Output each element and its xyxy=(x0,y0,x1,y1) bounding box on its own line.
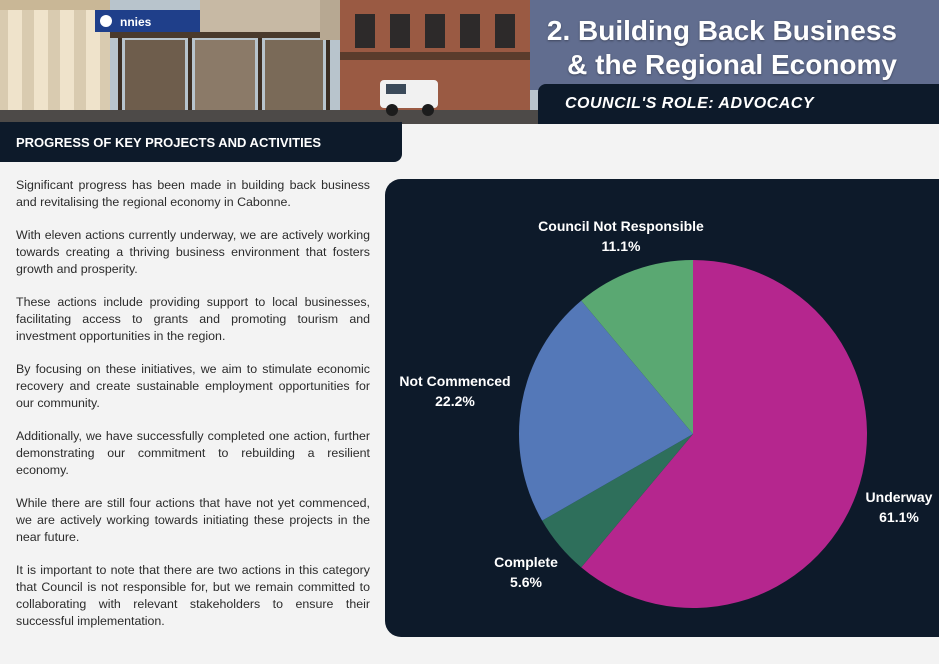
paragraph: While there are still four actions that have not yet commenced, we are actively working towards initiating these projects in the near future. xyxy=(16,496,370,544)
pie-chart-panel xyxy=(385,179,939,637)
section-title: PROGRESS OF KEY PROJECTS AND ACTIVITIES xyxy=(16,134,322,150)
pie-category-label: Council Not Responsible xyxy=(538,218,704,234)
pie-value-label: 11.1% xyxy=(601,238,641,254)
pie-category-label: Not Commenced xyxy=(399,373,511,389)
body-text xyxy=(16,177,370,646)
pie-chart xyxy=(385,179,939,637)
paragraph: These actions include providing support to local businesses, facilitating access to grants and promoting tourism and investment opportunities in the region. xyxy=(16,295,370,343)
section-header-bar xyxy=(0,122,402,162)
council-role-label: COUNCIL'S ROLE: ADVOCACY xyxy=(565,95,814,112)
paragraph: Additionally, we have successfully completed one action, further demonstrating our commitment to rebuilding a resilient economy. xyxy=(16,429,370,477)
storefront-sign-text: nnies xyxy=(120,15,152,29)
page-title-line-2: & the Regional Economy xyxy=(567,49,897,80)
page-title-line-1: 2. Building Back Business xyxy=(546,15,897,46)
pie-value-label: 22.2% xyxy=(435,393,475,409)
council-role-bar xyxy=(538,84,939,124)
paragraph: With eleven actions currently underway, we are actively working towards creating a thriving business environment that fosters growth and prosperity. xyxy=(16,228,370,276)
pie-value-label: 5.6% xyxy=(510,574,542,590)
paragraph: By focusing on these initiatives, we aim to stimulate economic recovery and create sustainable employment opportunities for our community. xyxy=(16,362,370,410)
paragraph: Significant progress has been made in building back business and revitalising the regional economy in Cabonne. xyxy=(16,178,370,209)
pie-category-label: Complete xyxy=(494,554,558,570)
paragraph: It is important to note that there are two actions in this category that Council is not responsible for, but we remain committed to collaborating with relevant stakeholders to ensure their successful implementation. xyxy=(16,563,370,628)
pie-category-label: Underway xyxy=(865,489,933,505)
pie-value-label: 61.1% xyxy=(879,509,919,525)
